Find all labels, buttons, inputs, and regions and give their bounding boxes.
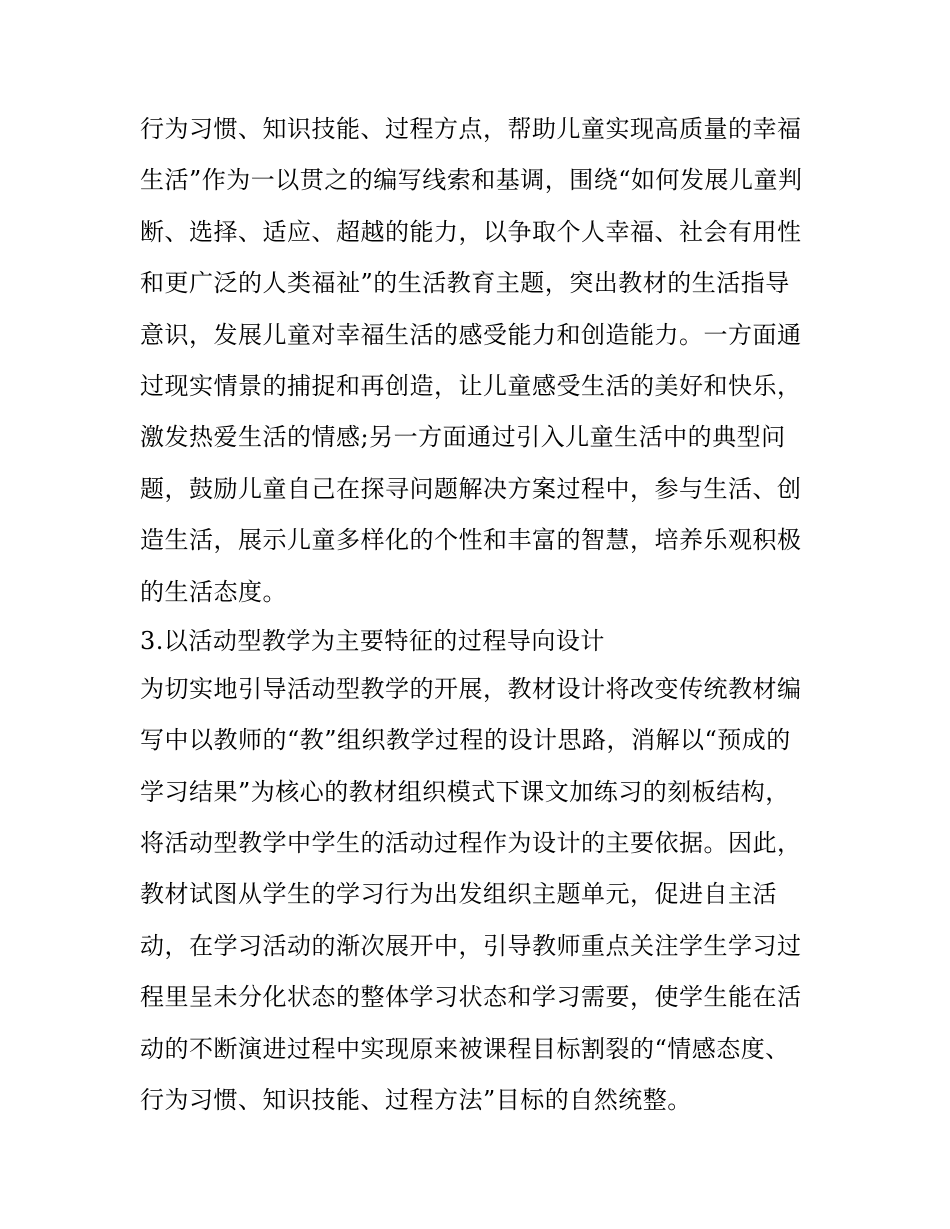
paragraph-line: 动，在学习活动的渐次展开中，引导教师重点关注学生学习过 [140, 931, 802, 960]
paragraph-line: 的生活态度。 [140, 577, 287, 606]
paragraph-line: 教材试图从学生的学习行为出发组织主题单元，促进自主活 [140, 880, 777, 909]
paragraph-line: 过现实情景的捕捉和再创造，让儿童感受生活的美好和快乐， [140, 371, 802, 400]
paragraph-line: 动的不断演进过程中实现原来被课程目标割裂的“情感态度、 [140, 1034, 790, 1063]
paragraph-line: 学习结果”为核心的教材组织模式下课文加练习的刻板结构， [140, 777, 790, 806]
paragraph-line: 激发热爱生活的情感;另一方面通过引入儿童生活中的典型问 [140, 423, 786, 452]
document-body [140, 104, 820, 1126]
paragraph-line: 将活动型教学中学生的活动过程作为设计的主要依据。因此， [140, 829, 802, 858]
paragraph-line: 造生活，展示儿童多样化的个性和丰富的智慧，培养乐观积极 [140, 526, 802, 555]
paragraph-2 [140, 664, 820, 1127]
paragraph-1 [140, 104, 820, 618]
paragraph-line: 为切实地引导活动型教学的开展，教材设计将改变传统教材编 [140, 674, 802, 703]
paragraph-line: 题，鼓励儿童自己在探寻问题解决方案过程中，参与生活、创 [140, 474, 802, 503]
paragraph-line: 意识，发展儿童对幸福生活的感受能力和创造能力。一方面通 [140, 320, 802, 349]
paragraph-line: 生活”作为一以贯之的编写线索和基调，围绕“如何发展儿童判 [140, 166, 803, 195]
paragraph-line: 写中以教师的“教”组织教学过程的设计思路，消解以“预成的 [140, 726, 791, 755]
paragraph-line: 程里呈未分化状态的整体学习状态和学习需要，使学生能在活 [140, 983, 802, 1012]
paragraph-line: 行为习惯、知识技能、过程方法”目标的自然统整。 [140, 1086, 692, 1115]
paragraph-line: 断、选择、适应、超越的能力，以争取个人幸福、社会有用性 [140, 217, 802, 246]
paragraph-line: 和更广泛的人类福祉”的生活教育主题，突出教材的生活指导 [140, 269, 790, 298]
paragraph-line: 行为习惯、知识技能、过程方点，帮助儿童实现高质量的幸福 [140, 115, 802, 143]
section-heading: 3.以活动型教学为主要特征的过程导向设计 [140, 626, 605, 655]
